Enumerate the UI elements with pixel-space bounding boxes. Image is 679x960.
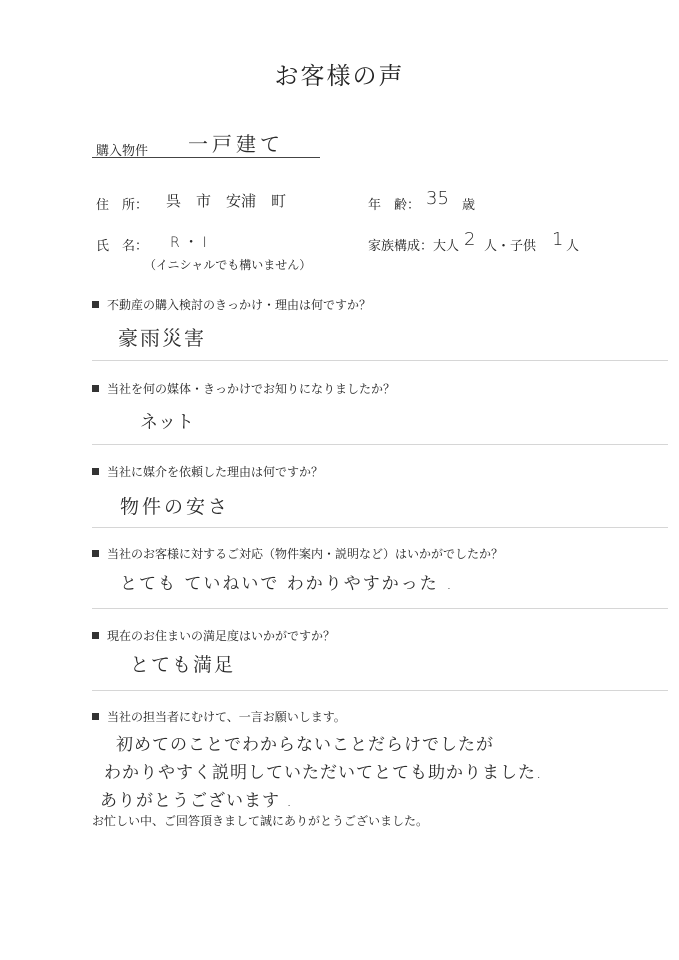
answer-1: 豪雨災害 bbox=[118, 326, 206, 350]
question-text: 当社に媒介を依頼した理由は何ですか？ bbox=[107, 465, 324, 479]
answer-divider bbox=[92, 527, 668, 528]
answer-divider bbox=[92, 690, 668, 691]
answer-6-line-3: ありがとうございます . bbox=[100, 791, 293, 811]
answer-divider bbox=[92, 360, 668, 361]
property-label: 購入物件 bbox=[96, 144, 149, 159]
page-title: お客様の声 bbox=[274, 62, 405, 90]
family-adults: 2 bbox=[464, 229, 476, 250]
closing-message: お忙しい中、ご回答頂きまして誠にありがとうございました。 bbox=[92, 814, 429, 828]
question-text: 現在のお住まいの満足度はいかがですか？ bbox=[107, 629, 336, 643]
answer-3: 物件の安さ bbox=[120, 496, 231, 518]
age-label: 年 齢： bbox=[368, 198, 421, 213]
bullet-square-icon bbox=[92, 468, 99, 475]
family-label: 家族構成：大人 bbox=[368, 239, 460, 254]
question-2 bbox=[92, 380, 395, 397]
name-note: （イニシャルでも構いません） bbox=[144, 258, 312, 272]
age-value: 35 bbox=[426, 188, 449, 209]
question-5 bbox=[92, 627, 335, 644]
bullet-square-icon bbox=[92, 385, 99, 392]
family-children: 1 bbox=[552, 229, 564, 250]
property-underline bbox=[92, 157, 320, 158]
question-3 bbox=[92, 463, 323, 480]
question-6 bbox=[92, 708, 346, 725]
question-text: 当社を何の媒体・きっかけでお知りになりましたか？ bbox=[107, 382, 396, 396]
bullet-square-icon bbox=[92, 301, 99, 308]
question-text: 不動産の購入検討のきっかけ・理由は何ですか？ bbox=[107, 298, 372, 312]
question-text: 当社の担当者にむけて、一言お願いします。 bbox=[107, 710, 346, 724]
bullet-square-icon bbox=[92, 550, 99, 557]
question-text: 当社のお客様に対するご対応（物件案内・説明など）はいかがでしたか？ bbox=[107, 547, 504, 561]
answer-divider bbox=[92, 608, 668, 609]
age-unit: 歳 bbox=[462, 198, 476, 213]
answer-2: ネット bbox=[140, 412, 194, 433]
question-1 bbox=[92, 296, 371, 313]
answer-5: とても満足 bbox=[130, 654, 236, 676]
answer-4: とても ていねいで わかりやすかった . bbox=[120, 574, 454, 594]
answer-6-line-1: 初めてのことでわからないことだらけでしたが bbox=[116, 735, 494, 755]
family-mid: 人・子供 bbox=[484, 239, 537, 254]
bullet-square-icon bbox=[92, 713, 99, 720]
answer-divider bbox=[92, 444, 668, 445]
address-label: 住 所： bbox=[96, 198, 149, 213]
name-label: 氏 名： bbox=[96, 239, 149, 254]
bullet-square-icon bbox=[92, 632, 99, 639]
answer-6-line-2: わかりやすく説明していただいてとても助かりました. bbox=[104, 763, 543, 783]
question-4 bbox=[92, 545, 503, 562]
name-value: R ・ I bbox=[170, 235, 207, 251]
family-unit: 人 bbox=[566, 239, 580, 254]
property-value: 一戸建て bbox=[188, 132, 284, 156]
address-value: 呉 市 安浦 町 bbox=[166, 192, 287, 210]
